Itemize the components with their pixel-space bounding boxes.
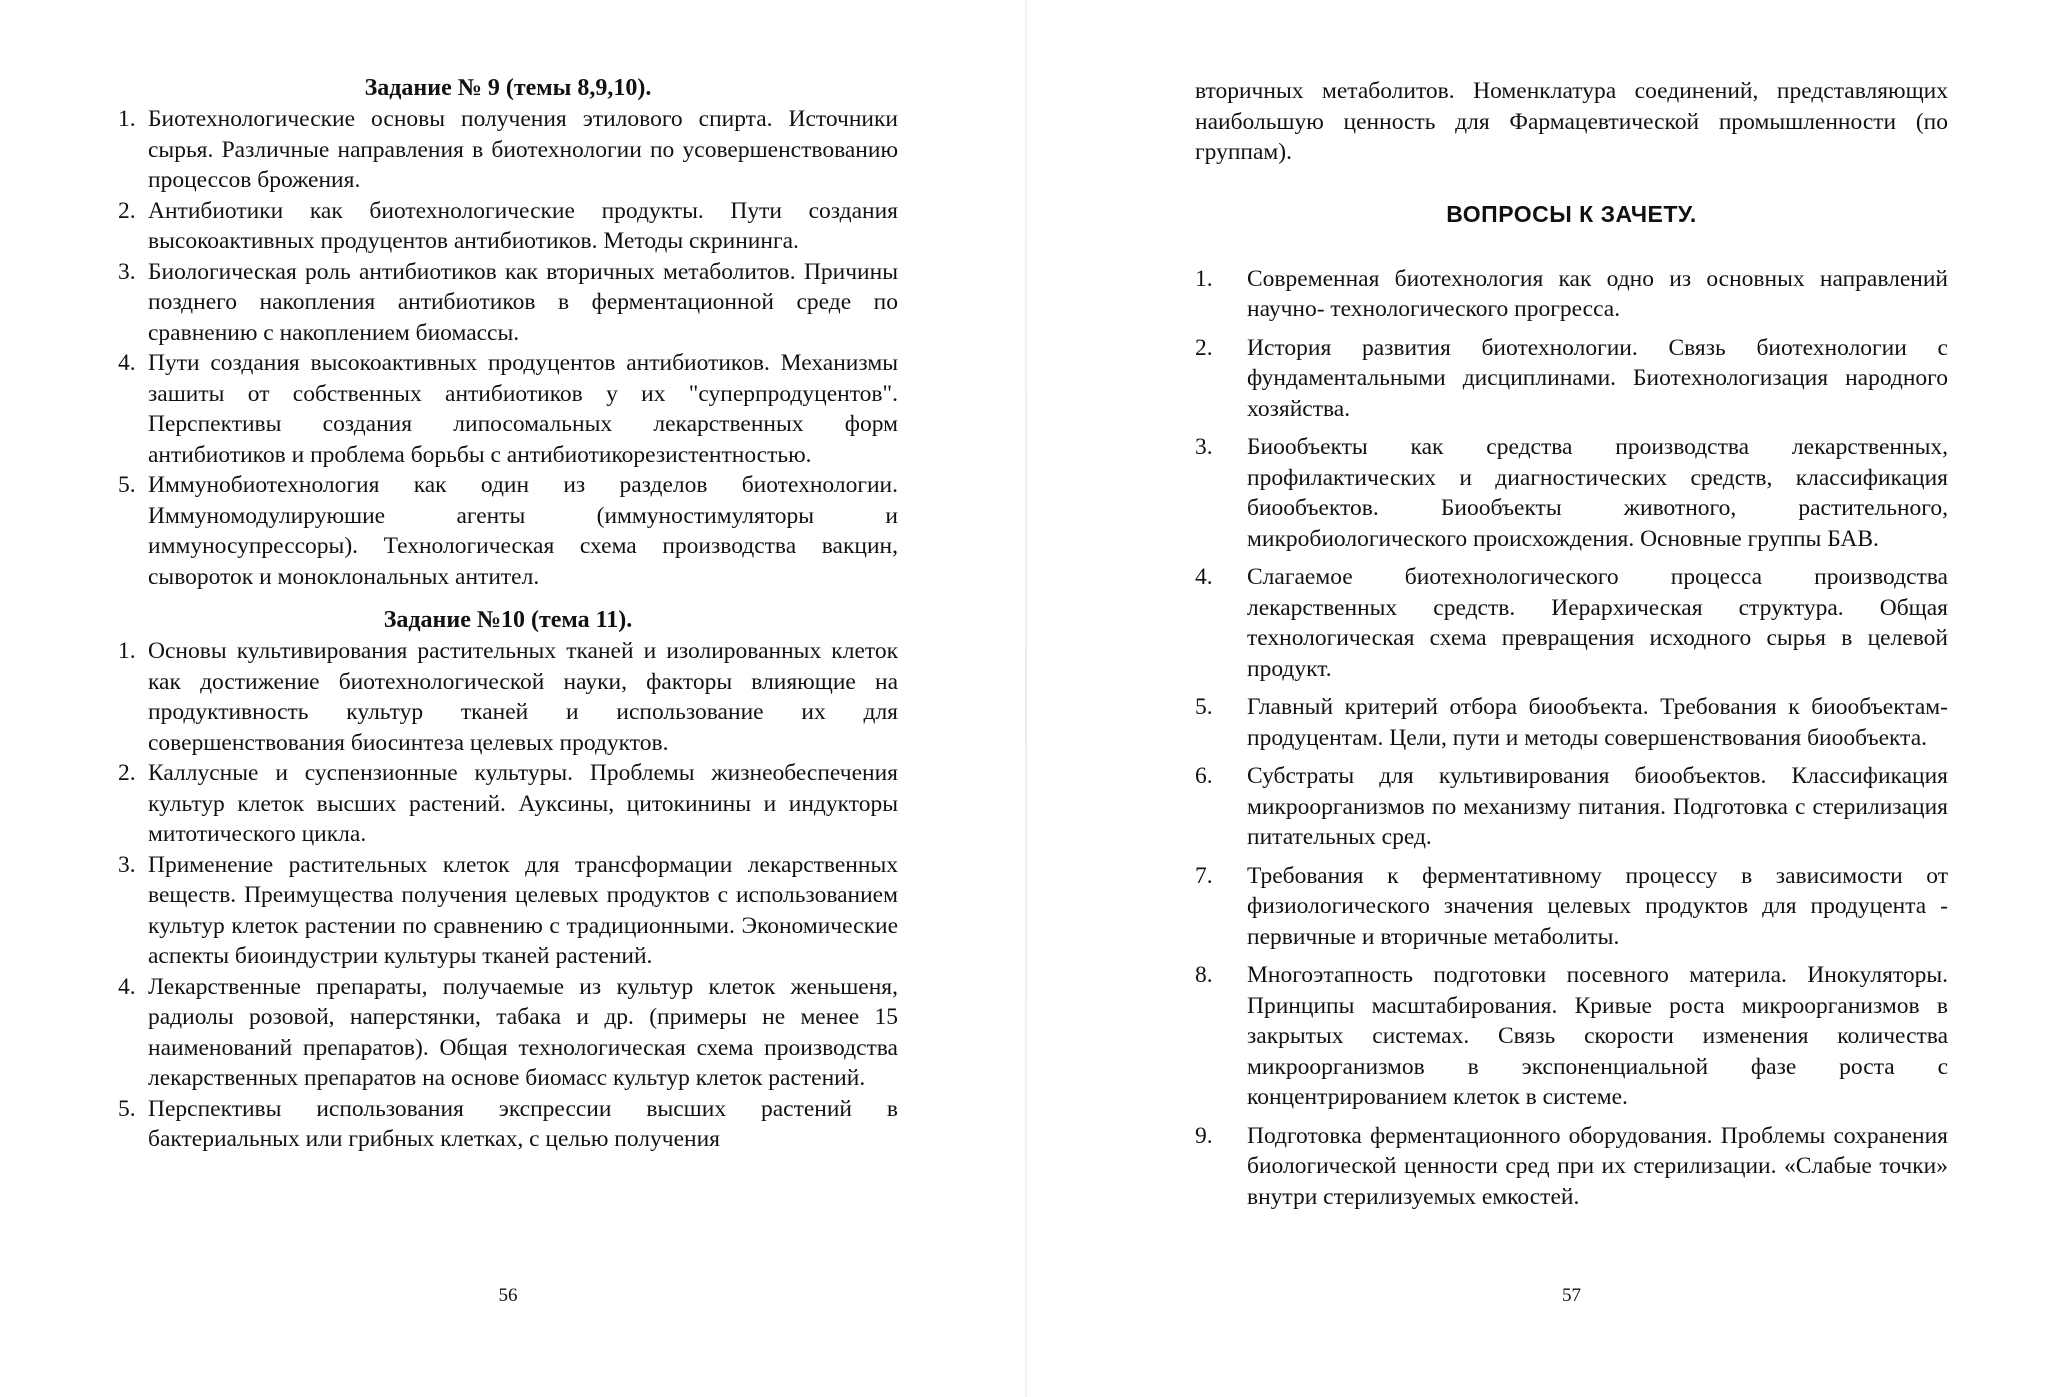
list-item: [1195, 264, 1948, 325]
list-item: [1195, 761, 1948, 853]
task-10-list: [118, 636, 898, 1155]
continuation-text: вторичных метаболитов. Номенклатура соединений, представляющих наибольшую ценность для Фармацевтической промышленности (по группам).: [1195, 78, 1948, 165]
list-item: [1195, 861, 1948, 953]
list-item: [118, 257, 898, 349]
item-number: 1.: [118, 106, 136, 132]
item-number: 1.: [118, 638, 136, 664]
item-text: Каллусные и суспензионные культуры. Проблемы жизнеобеспечения культур клеток высших растений. Ауксины, цитокинины и индукторы митотического цикла.: [148, 760, 898, 847]
item-number: 3.: [1195, 434, 1213, 460]
item-text: Требования к ферментативному процессу в зависимости от физиологического значения целевых продуктов для продуцента - первичные и вторичные метаболиты.: [1247, 862, 1948, 950]
item-text: Современная биотехнология как одно из основных направлений научно- технологического прогресса.: [1247, 265, 1948, 322]
item-text: Биотехнологические основы получения этилового спирта. Источники сырья. Различные направления в биотехнологии по усовершенствованию процессов брожения.: [148, 106, 898, 193]
list-item: [1195, 960, 1948, 1113]
item-text: Применение растительных клеток для трансформации лекарственных веществ. Преимущества получения целевых продуктов с использованием культур клеток растении по сравнению с традиционными. Экономические аспекты биоиндустрии культуры тканей растений.: [148, 851, 898, 969]
list-item: [118, 972, 898, 1094]
item-text: История развития биотехнологии. Связь биотехнологии с фундаментальными дисциплинами. Биотехнологизация народного хозяйства.: [1247, 334, 1948, 422]
item-text: Лекарственные препараты, получаемые из культур клеток женьшеня, радиолы розовой, наперстянки, табака и др. (примеры не менее 15 наименований препаратов). Общая технологическая схема производства лекарственных препаратов на основе биомасс культур клеток растений.: [148, 973, 898, 1091]
right-page: [1195, 0, 1948, 1397]
item-text: Субстраты для культивирования биообъектов. Классификация микроорганизмов по механизму питания. Подготовка с стерилизация питательных сред.: [1247, 763, 1948, 850]
item-text: Пути создания высокоактивных продуцентов антибиотиков. Механизмы зашиты от собственных антибиотиков у их "суперпродуцентов". Перспективы создания липосомальных лекарственных форм антибиотиков и проблема борьбы с антибиотикорезистентностью.: [148, 350, 898, 468]
list-item: [1195, 432, 1948, 554]
list-item: [118, 1094, 898, 1155]
list-item: [118, 196, 898, 257]
list-item: [118, 348, 898, 470]
item-text: Антибиотики как биотехнологические продукты. Пути создания высокоактивных продуцентов антибиотиков. Методы скрининга.: [148, 197, 898, 254]
page-number: 56: [498, 1285, 518, 1306]
list-item: [1195, 333, 1948, 425]
item-number: 4.: [118, 350, 136, 376]
item-number: 2.: [1195, 334, 1213, 361]
task-10-heading: Задание №10 (тема 11).: [383, 607, 633, 633]
list-item: [1195, 692, 1948, 753]
item-text: Биологическая роль антибиотиков как вторичных метаболитов. Причины позднего накопления антибиотиков в ферментационной среде по сравнению с накоплением биомассы.: [148, 258, 898, 346]
item-text: Иммунобиотехнология как один из разделов биотехнологии. Иммуномодулируюшие агенты (иммуностимуляторы и иммуносупрессоры). Технологическая схема производства вакцин, сывороток и моноклональных антител.: [148, 472, 898, 590]
item-text: Многоэтапность подготовки посевного материла. Инокуляторы. Принципы масштабирования. Кривые роста микроорганизмов в закрытых системах. Связь скорости изменения количества микроорганизмов в экспоненциальной фазе роста с концентрированием клеток в системе.: [1247, 962, 1948, 1110]
list-item: [118, 758, 898, 850]
item-number: 3.: [118, 851, 136, 878]
item-text: Биообъекты как средства производства лекарственных, профилактических и диагностических средств, классификация биообъектов. Биообъекты животного, растительного, микробиологического происхождения. Основные группы БАВ.: [1247, 434, 1948, 552]
list-item: [118, 104, 898, 196]
item-number: 1.: [1195, 265, 1213, 292]
list-item: [1195, 1121, 1948, 1213]
item-text: Подготовка ферментационного оборудования. Проблемы сохранения биологической ценности сред при их стерилизации. «Слабые точки» внутри стерилизуемых емкостей.: [1247, 1122, 1948, 1210]
item-number: 6.: [1195, 763, 1213, 789]
item-number: 3.: [118, 258, 136, 285]
item-number: 4.: [118, 973, 136, 1000]
item-number: 5.: [1195, 694, 1213, 720]
item-number: 2.: [118, 197, 136, 224]
questions-heading: ВОПРОСЫ К ЗАЧЕТУ.: [1446, 200, 1697, 227]
item-text: Главный критерий отбора биообъекта. Требования к биообъектам-продуцентам. Цели, пути и методы совершенствования биообъекта.: [1247, 694, 1948, 751]
list-item: [1195, 562, 1948, 684]
task-9-list: [118, 104, 898, 592]
item-number: 8.: [1195, 962, 1213, 988]
item-number: 2.: [118, 760, 136, 786]
task-9-heading: Задание № 9 (темы 8,9,10).: [364, 75, 652, 101]
item-text: Перспективы использования экспрессии высших растений в бактериальных или грибных клетках, с целью получения: [148, 1095, 898, 1152]
item-number: 4.: [1195, 564, 1213, 590]
item-text: Основы культивирования растительных тканей и изолированных клеток как достижение биотехнологической науки, факторы влияющие на продуктивность культур тканей и использование их для совершенствования биосинтеза целевых продуктов.: [148, 638, 898, 756]
item-number: 9.: [1195, 1122, 1213, 1149]
list-item: [118, 470, 898, 592]
list-item: [118, 636, 898, 758]
list-item: [118, 850, 898, 972]
item-text: Слагаемое биотехнологического процесса производства лекарственных средств. Иерархическая структура. Общая технологическая схема превращения исходного сырья в целевой продукт.: [1247, 564, 1948, 682]
item-number: 7.: [1195, 862, 1213, 889]
book-fold: [1025, 0, 1027, 1397]
page-number: 57: [1562, 1285, 1581, 1306]
item-number: 5.: [118, 1095, 136, 1122]
questions-list: [1195, 264, 1948, 1213]
left-page: [118, 0, 898, 1397]
item-number: 5.: [118, 472, 136, 498]
